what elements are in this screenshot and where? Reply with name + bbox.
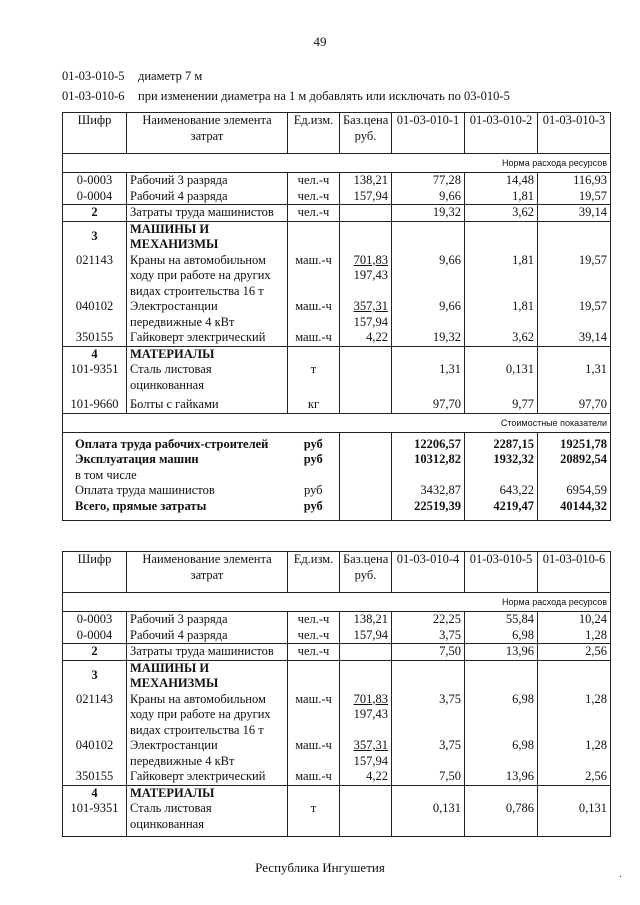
row-value-3: 2,56 [538,644,611,661]
row-value-1: 97,70 [392,393,465,413]
row-value-3: 39,14 [538,330,611,346]
row-value-1: 7,50 [392,769,465,785]
row-price [340,644,392,661]
row-value-2: 14,48 [465,173,538,189]
row-price: 4,22 [340,330,392,346]
table-row [63,738,611,769]
row-price [340,362,392,393]
cost-row [63,468,611,484]
row-value-1: 3,75 [392,738,465,769]
row-name: Рабочий 3 разряда [127,612,288,628]
row-unit: маш.-ч [288,253,340,300]
table-row [63,801,611,837]
row-code: 101-9351 [63,801,127,837]
row-value-1: 19,32 [392,330,465,346]
row-value-3: 1,28 [538,628,611,644]
col-header-norm-1: 01-03-010-4 [392,552,465,593]
col-header-norm-2: 01-03-010-5 [465,552,538,593]
row-value-3: 97,70 [538,393,611,413]
row-value-1: 77,28 [392,173,465,189]
table-row [63,644,611,661]
row-value-2: 3,62 [465,330,538,346]
table-row [63,173,611,189]
row-price: 157,94 [340,628,392,644]
cost-row-value-2: 2287,15 [465,432,538,452]
row-value-2: 9,77 [465,393,538,413]
section-row [63,660,611,692]
cost-row-value-1: 3432,87 [392,483,465,499]
row-unit: маш.-ч [288,692,340,739]
row-code: 101-9660 [63,393,127,413]
cost-row-unit: руб [303,436,323,451]
row-value-2: 3,62 [465,205,538,222]
row-unit: чел.-ч [288,644,340,661]
row-name: Электростанции передвижные 4 кВт [127,299,288,330]
row-price: 357,31 [353,738,388,752]
row-value-2: 6,98 [465,738,538,769]
cost-row-unit: руб [303,452,323,466]
cost-row-value-2: 1932,32 [465,452,538,468]
row-unit: чел.-ч [288,205,340,222]
row-value-1: 1,31 [392,362,465,393]
row-unit: т [288,362,340,393]
section-code: 3 [63,221,127,253]
row-unit: маш.-ч [288,330,340,346]
row-code: 0-0004 [63,628,127,644]
row-name: Затраты труда машинистов [127,205,288,222]
row-value-1: 9,66 [392,189,465,205]
row-value-3: 19,57 [538,189,611,205]
section-row [63,221,611,253]
row-price: 357,31 [353,299,388,313]
section-title: МАТЕРИАЛЫ [127,346,288,362]
row-value-3: 19,57 [538,299,611,330]
row-value-3: 0,131 [538,801,611,837]
cost-row-value-2 [465,468,538,484]
table-row [63,299,611,330]
cost-row [63,483,611,499]
row-value-1: 19,32 [392,205,465,222]
row-value-3: 19,57 [538,253,611,300]
row-code: 350155 [63,330,127,346]
row-price [340,205,392,222]
intro-line [62,86,622,106]
intro-code: 01-03-010-6 [62,89,125,103]
table-row [63,393,611,413]
row-price: 701,83 [353,691,388,706]
col-header-name: Наименование элемента затрат [127,113,288,154]
section-code: 3 [63,660,127,692]
row-price: 4,22 [340,769,392,785]
section-code: 4 [63,346,127,362]
row-code: 040102 [63,299,127,330]
section-code: 4 [63,785,127,801]
page-number: 49 [313,34,327,49]
row-unit: маш.-ч [288,299,340,330]
row-code: 040102 [63,738,127,769]
section-title: МАТЕРИАЛЫ [127,785,288,801]
section-row [63,785,611,801]
cost-label-row [63,413,611,432]
row-value-3: 1,28 [538,738,611,769]
row-code: 0-0003 [63,612,127,628]
cost-row-unit: руб [303,483,323,497]
row-value-2: 6,98 [465,628,538,644]
cost-row-value-3: 20892,54 [538,452,611,468]
intro-text: диаметр 7 м [138,69,203,83]
row-code: 021143 [63,253,127,300]
section-title: МАШИНЫ И МЕХАНИЗМЫ [127,660,288,692]
row-unit: чел.-ч [288,173,340,189]
row-name: Краны на автомобильном ходу при работе на других видах строительства 16 т [127,253,288,300]
row-price: 138,21 [340,612,392,628]
row-name: Рабочий 4 разряда [127,628,288,644]
row-value-2: 1,81 [465,253,538,300]
col-header-norm-1: 01-03-010-1 [392,113,465,154]
row-value-2: 13,96 [465,644,538,661]
table-header-row [63,113,611,154]
table-row [63,628,611,644]
row-price-extra: 157,94 [353,314,388,329]
row-value-3: 1,28 [538,692,611,739]
row-name: Гайковерт электрический [127,330,288,346]
row-code: 350155 [63,769,127,785]
cost-row-label: Эксплуатация машин [63,452,288,468]
row-name: Болты с гайками [127,393,288,413]
cost-row-label: в том числе [63,468,288,484]
row-value-2: 13,96 [465,769,538,785]
row-price [340,801,392,837]
col-header-code: Шифр [63,552,127,593]
row-code: 021143 [63,692,127,739]
row-unit: чел.-ч [288,628,340,644]
row-unit: кг [288,393,340,413]
section-title: МАШИНЫ И МЕХАНИЗМЫ [127,221,288,253]
row-value-3: 2,56 [538,769,611,785]
cost-row-value-3: 6954,59 [538,483,611,499]
table-row [63,189,611,205]
row-name: Краны на автомобильном ходу при работе на других видах строительства 16 т [127,692,288,739]
cost-row [63,432,611,452]
row-price: 701,83 [353,252,388,267]
cost-row-value-1: 10312,82 [392,452,465,468]
row-name: Сталь листовая оцинкованная [127,801,288,837]
row-value-2: 1,81 [465,299,538,330]
row-value-1: 3,75 [392,692,465,739]
row-code: 2 [63,644,127,661]
col-header-norm-2: 01-03-010-2 [465,113,538,154]
table-row [63,253,611,300]
row-code: 2 [63,205,127,222]
intro-line [62,66,622,86]
row-value-3: 1,31 [538,362,611,393]
row-price-extra: 197,43 [353,268,388,282]
row-price: 157,94 [340,189,392,205]
cost-row-value-3: 19251,78 [538,432,611,452]
row-value-1: 22,25 [392,612,465,628]
intro-text: при изменении диаметра на 1 м добавлять или исключать по 03-010-5 [138,89,510,103]
cost-row-label: Всего, прямые затраты [63,499,288,521]
table-row [63,205,611,222]
cost-row-value-1 [392,468,465,484]
row-price [340,393,392,413]
row-value-3: 10,24 [538,612,611,628]
norma-label: Норма расхода ресурсов [63,154,611,173]
table-row [63,612,611,628]
cost-row-value-3: 40144,32 [538,499,611,521]
norma-label: Норма расхода ресурсов [63,593,611,612]
row-value-2: 0,131 [465,362,538,393]
cost-row [63,452,611,468]
row-value-1: 9,66 [392,299,465,330]
row-price: 138,21 [340,173,392,189]
resource-table-1 [62,112,611,521]
table-row [63,769,611,785]
table-header-row [63,552,611,593]
cost-row-value-2: 4219,47 [465,499,538,521]
row-name: Затраты труда машинистов [127,644,288,661]
col-header-price: Баз.цена руб. [340,552,392,593]
row-value-2: 55,84 [465,612,538,628]
row-name: Рабочий 3 разряда [127,173,288,189]
cost-row-value-2: 643,22 [465,483,538,499]
col-header-norm-3: 01-03-010-3 [538,113,611,154]
section-row [63,346,611,362]
cost-label: Стоимостные показатели [63,413,611,432]
row-value-2: 1,81 [465,189,538,205]
row-value-2: 6,98 [465,692,538,739]
row-unit: маш.-ч [288,769,340,785]
row-value-3: 116,93 [538,173,611,189]
norma-label-row [63,154,611,173]
row-price-extra: 197,43 [353,707,388,721]
row-unit: маш.-ч [288,738,340,769]
row-value-1: 0,131 [392,801,465,837]
intro-block [62,66,622,106]
row-value-3: 39,14 [538,205,611,222]
cost-row-unit [288,468,340,484]
row-code: 0-0004 [63,189,127,205]
cost-row-label: Оплата труда рабочих-строителей [63,432,288,452]
footer-region: Республика Ингушетия [255,860,385,875]
row-unit: чел.-ч [288,612,340,628]
row-code: 101-9351 [63,362,127,393]
cost-row-unit: руб [288,499,340,521]
table-row [63,330,611,346]
row-name: Гайковерт электрический [127,769,288,785]
cost-row-value-1: 12206,57 [392,432,465,452]
col-header-unit: Ед.изм. [288,552,340,593]
cost-row-value-1: 22519,39 [392,499,465,521]
row-code: 0-0003 [63,173,127,189]
row-name: Рабочий 4 разряда [127,189,288,205]
row-name: Сталь листовая оцинкованная [127,362,288,393]
cost-row-label: Оплата труда машинистов [63,483,288,499]
col-header-price: Баз.цена руб. [340,113,392,154]
row-unit: чел.-ч [288,189,340,205]
col-header-name: Наименование элемента затрат [127,552,288,593]
row-value-2: 0,786 [465,801,538,837]
table-row [63,692,611,739]
table-row [63,362,611,393]
row-name: Электростанции передвижные 4 кВт [127,738,288,769]
norma-label-row [63,593,611,612]
col-header-unit: Ед.изм. [288,113,340,154]
row-unit: т [288,801,340,837]
resource-table-2 [62,551,611,837]
cost-row-value-3 [538,468,611,484]
corner-mark: · [618,872,622,883]
row-value-1: 9,66 [392,253,465,300]
cost-row [63,499,611,521]
col-header-code: Шифр [63,113,127,154]
col-header-norm-3: 01-03-010-6 [538,552,611,593]
intro-code: 01-03-010-5 [62,69,125,83]
row-value-1: 7,50 [392,644,465,661]
row-value-1: 3,75 [392,628,465,644]
row-price-extra: 157,94 [353,753,388,768]
